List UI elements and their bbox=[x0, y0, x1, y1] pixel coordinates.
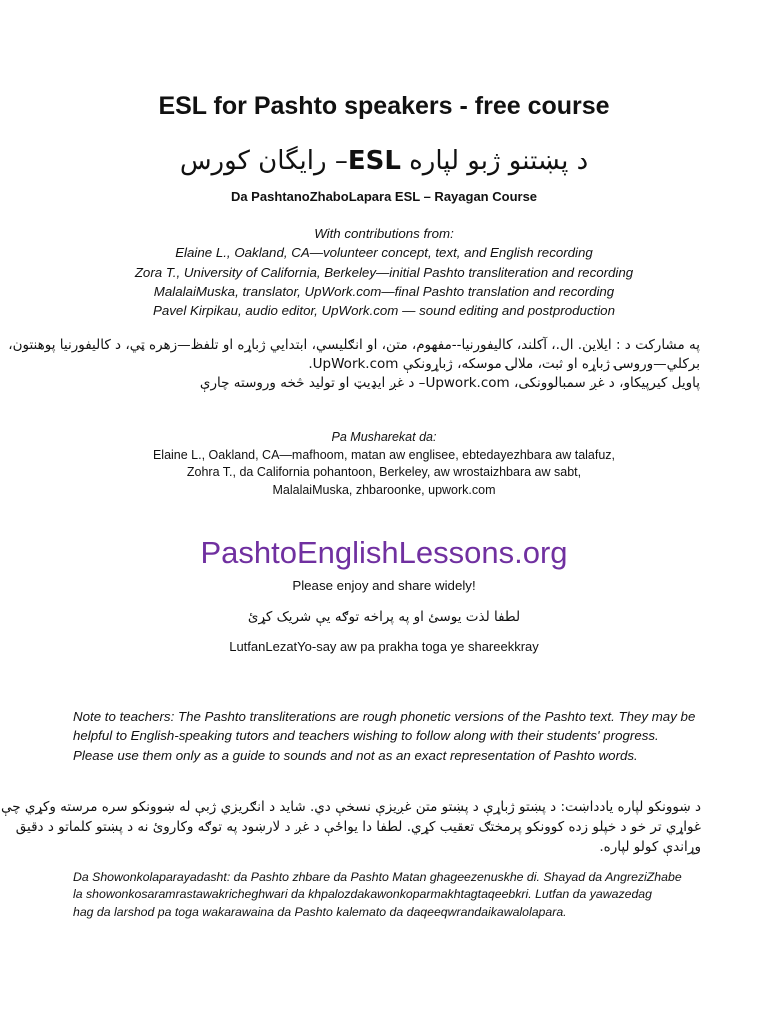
musharekat-line: Elaine L., Oakland, CA—mafhoom, matan aw englisee, ebtedayezhbara aw talafuz, bbox=[152, 447, 616, 462]
contributor-line: Elaine L., Oakland, CA—volunteer concept, text, and English recording bbox=[175, 245, 593, 261]
enjoy-message: Please enjoy and share widely! bbox=[292, 578, 476, 593]
pashto-title-esl: ESL bbox=[347, 146, 401, 176]
pashto-contributor-line: برکلي—وروسۍ ژباړه او ثبت، ملالۍ موسکه، ژباړونکې UpWork.com. bbox=[308, 356, 700, 372]
pashto-contributor-line: په مشارکت د : ايلاين. ال.، آکلند، کاليفورنيا--مفهوم، متن، او انګليسي، ابتدايي ژباړه او تلفظ—زهره ټي، د کاليفورنيا پوهنتون، bbox=[8, 337, 700, 353]
pashto-title-suffix: – رايگان کورس bbox=[179, 146, 348, 176]
musharekat-line: MalalaiMuska, zhbaroonke, upwork.com bbox=[272, 482, 496, 497]
contributor-line: Pavel Kirpikau, audio editor, UpWork.com — sound editing and postproduction bbox=[153, 303, 615, 319]
transliterated-title: Da PashtanoZhaboLapara ESL – Rayagan Course bbox=[230, 189, 538, 204]
pashto-contributions-block bbox=[8, 336, 700, 393]
transliterated-enjoy-message: LutfanLezatYo-say aw pa prakha toga ye shareekkray bbox=[229, 639, 539, 654]
translit-note-line: la showonkosaramrastawakricheghwari da khpalozdakawonkoparmakhtagtaqeebkri. Lutfan da yawazedag bbox=[73, 887, 652, 902]
pashto-note-line: وړاندې کولو لپاره. bbox=[599, 839, 701, 855]
contributor-line: MalalaiMuska, translator, UpWork.com—final Pashto translation and recording bbox=[153, 283, 615, 299]
contributor-line: Zora T., University of California, Berkeley—initial Pashto transliteration and recording bbox=[134, 264, 634, 280]
page-title: ESL for Pashto speakers - free course bbox=[158, 92, 610, 120]
contributions-block bbox=[0, 224, 768, 320]
pashto-note-line: د ښوونکو لپاره يادداښت: د پښتو ژباړې د پښتو متن غږيزې نسخې دي. شايد د انګريزي ژبې له ښوونکو سره مرسته وکړي چې bbox=[1, 799, 701, 815]
musharekat-line: Zohra T., da California pohantoon, Berkeley, aw wrostaizhbara aw sabt, bbox=[186, 465, 582, 479]
translit-note-line: hag da larshod pa toga wakarawaina da Pashto kalemato da daqeeqwrandaikawalolapara. bbox=[73, 904, 567, 919]
pashto-note-line: غواړي تر خو د خپلو زده کوونکو پرمختګ تعقيب کړي. لطفا دا يواځې د غږ د لارښود په توګه وکاروئ نه د پښتو کلماتو د دقيق bbox=[15, 819, 701, 835]
pashto-contributor-line: پاویل کیرپیکاو، د غږ سمبالوونکی، Upwork.com– د غږ ايډيټ او توليد څخه وروسته چارې bbox=[199, 375, 700, 391]
musharekat-block bbox=[0, 429, 768, 499]
pashto-enjoy-message: لطفا لذت يوسئ او په پراخه توګه يې شريک کړئ bbox=[247, 609, 521, 625]
pashto-note-block bbox=[1, 797, 701, 857]
pashto-title bbox=[0, 146, 768, 176]
pashto-title-prefix: د پښتنو ژبو لپاره bbox=[400, 146, 589, 176]
website-link[interactable]: PashtoEnglishLessons.org bbox=[200, 535, 568, 570]
note-to-teachers: Note to teachers: The Pashto transliterations are rough phonetic versions of the Pashto text. They may be helpful to English-speaking tutors and teachers wishing to follow along with their students' progress. Please use them only as a guide to sounds and not as an exact representation of Pashto words. bbox=[73, 709, 696, 763]
musharekat-heading: Pa Musharekat da: bbox=[331, 430, 437, 444]
contributions-heading: With contributions from: bbox=[314, 226, 454, 241]
transliterated-note-block bbox=[73, 869, 703, 921]
translit-note-line: Da Showonkolaparayadasht: da Pashto zhbare da Pashto Matan ghageezenuskhe di. Shayad da AngreziZhabe bbox=[73, 870, 682, 884]
